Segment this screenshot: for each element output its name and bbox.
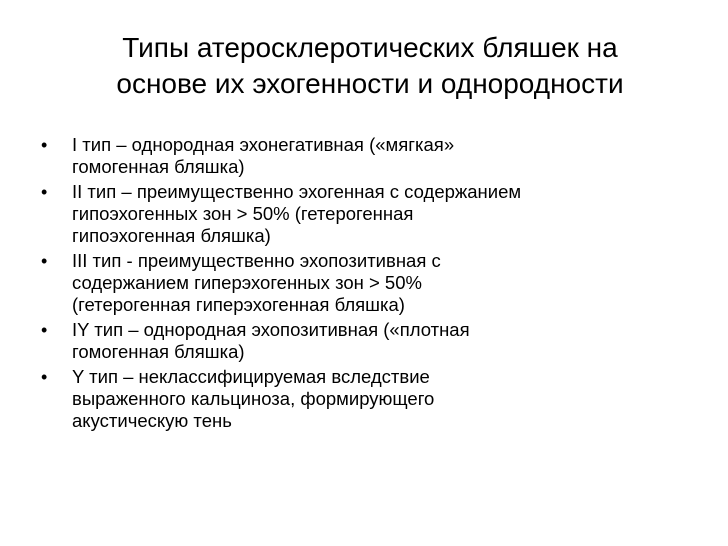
bullet-item-type-5 bbox=[40, 366, 680, 432]
slide-title-line: основе их эхогенности и однородности bbox=[116, 68, 624, 99]
bullet-text bbox=[72, 250, 680, 316]
bullet-text bbox=[72, 319, 680, 363]
bullet-text bbox=[72, 134, 680, 178]
bullet-line: II тип – преимущественно эхогенная с содержанием bbox=[72, 181, 522, 202]
bullet-text bbox=[72, 181, 680, 247]
bullet-icon: • bbox=[41, 251, 48, 271]
bullet-line: IY тип – однородная эхопозитивная («плотная bbox=[72, 319, 470, 340]
bullet-line: гомогенная бляшка) bbox=[72, 156, 245, 177]
bullet-icon: • bbox=[41, 367, 48, 387]
bullet-item-type-1 bbox=[40, 134, 680, 178]
bullet-line: (гетерогенная гиперэхогенная бляшка) bbox=[72, 294, 405, 315]
bullet-line: акустическую тень bbox=[72, 410, 232, 431]
slide-title-line: Типы атеросклеротических бляшек на bbox=[122, 32, 618, 63]
bullet-line: гипоэхогенная бляшка) bbox=[72, 225, 271, 246]
bullet-line: I тип – однородная эхонегативная («мягкая» bbox=[72, 134, 455, 155]
bullet-line: Y тип – неклассифицируемая вследствие bbox=[72, 366, 430, 387]
bullet-line: гомогенная бляшка) bbox=[72, 341, 245, 362]
bullet-item-type-2 bbox=[40, 181, 680, 247]
bullet-item-type-4 bbox=[40, 319, 680, 363]
bullet-line: выраженного кальциноза, формирующего bbox=[72, 388, 435, 409]
bullet-icon: • bbox=[41, 182, 48, 202]
bullet-text bbox=[72, 366, 680, 432]
bullet-line: гипоэхогенных зон > 50% (гетерогенная bbox=[72, 203, 414, 224]
bullet-item-type-3 bbox=[40, 250, 680, 316]
bullet-icon: • bbox=[41, 320, 48, 340]
bullet-line: содержанием гиперэхогенных зон > 50% bbox=[72, 272, 422, 293]
bullet-list bbox=[40, 134, 680, 435]
slide-title bbox=[40, 30, 700, 102]
bullet-icon: • bbox=[41, 135, 48, 155]
bullet-line: III тип - преимущественно эхопозитивная с bbox=[72, 250, 441, 271]
